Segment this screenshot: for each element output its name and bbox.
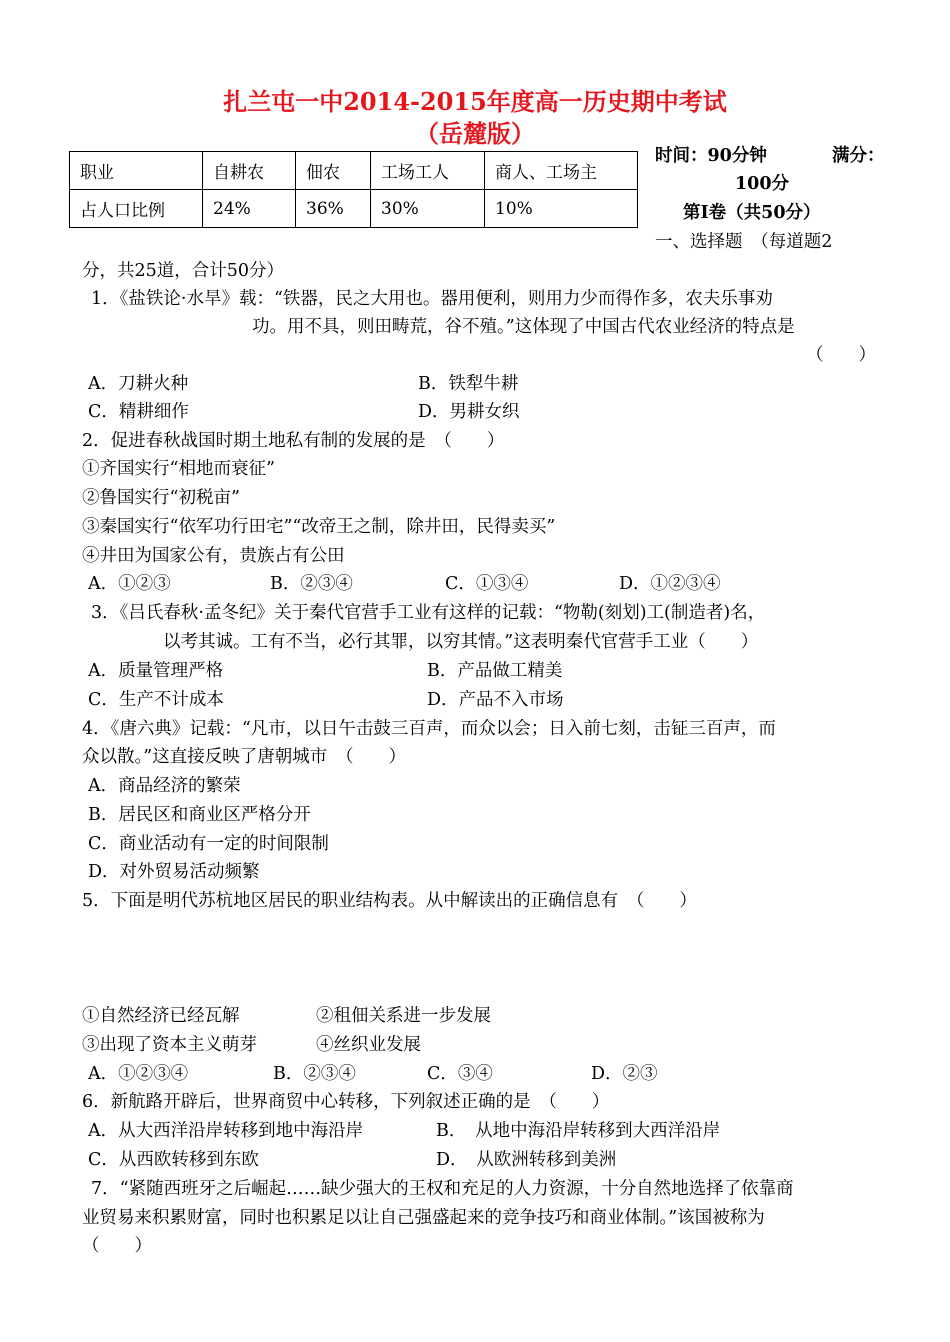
q3-option-d: D．产品不入市场 (427, 690, 564, 710)
q4-stem-line1: 4．《唐六典》记载：“凡市，以日午击鼓三百声，而众以会；日入前七刻，击钲三百声，而 (82, 719, 776, 739)
q5-stem: 5．下面是明代苏杭地区居民的职业结构表。从中解读出的正确信息有 （ ） (82, 891, 697, 911)
q7-stem-line1: 7．“紧随西班牙之后崛起……缺少强大的王权和充足的人力资源，十分自然地选择了依靠商 (91, 1179, 794, 1199)
q4-stem-line2: 众以散。”这直接反映了唐朝城市 （ ） (82, 747, 406, 767)
table-cell: 36% (296, 190, 371, 228)
q1-option-d: D．男耕女织 (418, 402, 520, 422)
part-heading-cont: 分，共25道，合计50分） (82, 261, 285, 281)
q1-stem-line1: 1．《盐铁论·水旱》载：“铁器，民之大用也。器用便利，则用力少而得作多，农夫乐事劝 (91, 289, 773, 309)
q5-option-c: C．③④ (427, 1064, 493, 1084)
table-cell: 工场工人 (371, 152, 485, 190)
q1-answer-bracket: （ ） (806, 345, 876, 365)
q6-option-a: A．从大西洋沿岸转移到地中海沿岸 (88, 1121, 364, 1141)
q3-option-a: A．质量管理严格 (88, 661, 224, 681)
q6-option-c: C．从西欧转移到东欧 (88, 1150, 259, 1170)
exam-time: 时间：90分钟 (655, 146, 767, 166)
q6-stem: 6．新航路开辟后，世界商贸中心转移，下列叙述正确的是 （ ） (82, 1092, 610, 1112)
table-row (70, 190, 638, 228)
q6-option-d: D． 从欧洲转移到美洲 (436, 1150, 617, 1170)
q5-item-2: ②租佃关系进一步发展 (316, 1006, 491, 1026)
q1-option-c: C．精耕细作 (88, 402, 189, 422)
q3-option-c: C．生产不计成本 (88, 690, 224, 710)
q4-option-a: A．商品经济的繁荣 (88, 776, 241, 796)
q3-option-b: B．产品做工精美 (427, 661, 563, 681)
exam-title: 扎兰屯一中2014-2015年度高一历史期中考试 (223, 87, 727, 116)
table-cell: 商人、工场主 (485, 152, 638, 190)
table-cell: 自耕农 (203, 152, 296, 190)
q4-option-c: C．商业活动有一定的时间限制 (88, 834, 329, 854)
q1-option-b: B．铁犁牛耕 (418, 374, 519, 394)
q7-answer-bracket: （ ） (82, 1236, 152, 1256)
table-cell: 职业 (70, 152, 203, 190)
q5-option-d: D．②③ (591, 1064, 658, 1084)
q1-stem-line2: 功。用不具，则田畴荒，谷不殖。”这体现了中国古代农业经济的特点是 (252, 317, 795, 337)
q2-item-3: ③秦国实行“依军功行田宅”“改帝王之制，除井田，民得卖买” (82, 517, 556, 537)
q2-item-2: ②鲁国实行“初税亩” (82, 488, 240, 508)
q6-option-b: B． 从地中海沿岸转移到大西洋沿岸 (436, 1121, 721, 1141)
full-score-value: 100分 (735, 174, 790, 194)
q5-item-3: ③出现了资本主义萌芽 (82, 1035, 257, 1055)
table-cell: 佃农 (296, 152, 371, 190)
q1-option-a: A．刀耕火种 (88, 374, 189, 394)
full-score-label: 满分： (832, 146, 885, 166)
q2-item-1: ①齐国实行“相地而衰征” (82, 459, 275, 479)
q4-option-d: D．对外贸易活动频繁 (88, 862, 260, 882)
q5-option-a: A．①②③④ (88, 1064, 189, 1084)
q2-stem: 2．促进春秋战国时期土地私有制的发展的是 （ ） (82, 431, 505, 451)
q7-stem-line2: 业贸易来积累财富，同时也积累足以让自己强盛起来的竞争技巧和商业体制。”该国被称为 (82, 1208, 765, 1228)
q2-item-4: ④井田为国家公有，贵族占有公田 (82, 546, 345, 566)
q3-stem-line1: 3．《吕氏春秋·孟冬纪》关于秦代官营手工业有这样的记载：“物勒(刻划)工(制造者)名， (91, 603, 766, 623)
occupation-table (69, 151, 638, 228)
q4-option-b: B．居民区和商业区严格分开 (88, 805, 311, 825)
table-header-row (70, 152, 638, 190)
table-cell: 10% (485, 190, 638, 228)
q5-item-4: ④丝织业发展 (316, 1035, 421, 1055)
exam-subtitle: （岳麓版） (415, 119, 535, 148)
table-cell: 24% (203, 190, 296, 228)
q2-option-d: D．①②③④ (619, 574, 721, 594)
q2-option-a: A．①②③ (88, 574, 171, 594)
q5-item-1: ①自然经济已经瓦解 (82, 1006, 240, 1026)
table-cell: 占人口比例 (70, 190, 203, 228)
q2-option-b: B．②③④ (270, 574, 353, 594)
q5-option-b: B．②③④ (273, 1064, 356, 1084)
table-cell: 30% (371, 190, 485, 228)
part-heading: 一、选择题 （每道题2 (655, 232, 833, 252)
q2-option-c: C．①③④ (445, 574, 529, 594)
q3-stem-line2: 以考其诚。工有不当，必行其罪，以穷其情。”这表明秦代官营手工业（ ） (163, 632, 759, 652)
section-title: 第Ⅰ卷（共50分） (683, 203, 821, 223)
